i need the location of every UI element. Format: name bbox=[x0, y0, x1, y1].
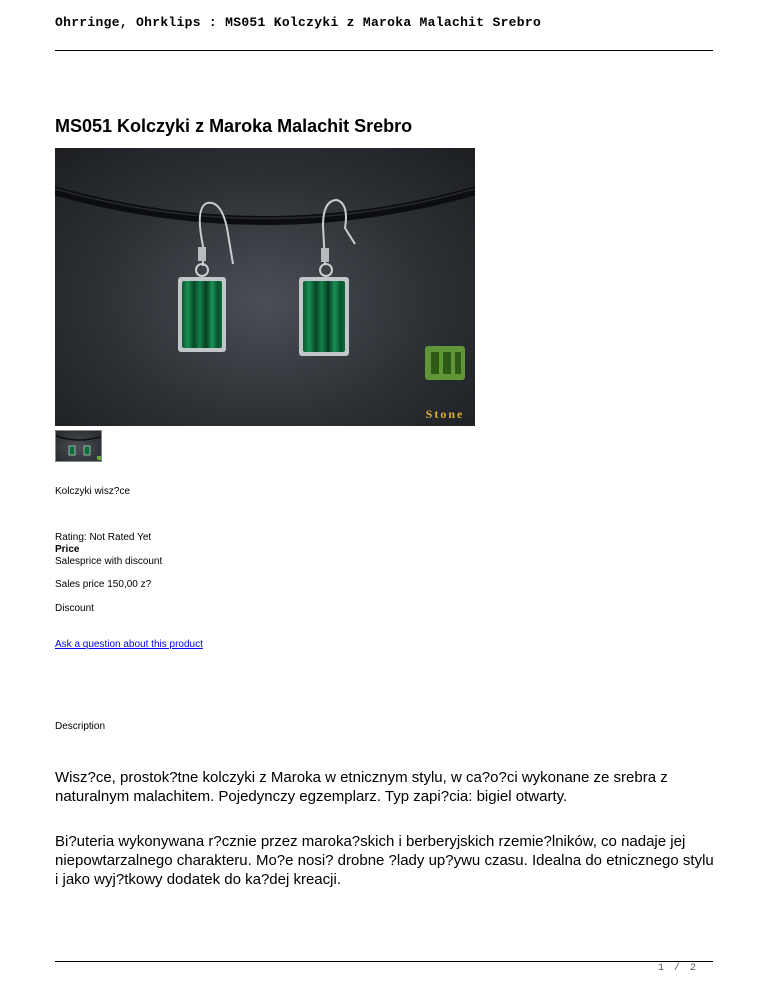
page-header: Ohrringe, Ohrklips : MS051 Kolczyki z Maroka Malachit Srebro bbox=[55, 15, 542, 30]
product-thumbnail[interactable] bbox=[55, 430, 102, 462]
product-title: MS051 Kolczyki z Maroka Malachit Srebro bbox=[55, 116, 413, 136]
description-paragraph-1: Wisz?ce, prostok?tne kolczyki z Maroka w etnicznym stylu, w ca?o?ci wykonane ze srebra z naturalnym malachitem. Pojedynczy egzemplarz. Typ zapi?cia: bigiel otwarty. bbox=[55, 769, 668, 805]
footer-divider bbox=[55, 961, 713, 962]
product-photo-graphic bbox=[55, 148, 475, 426]
salesprice-discount-label: Salesprice with discount bbox=[55, 556, 163, 567]
description-label: Description bbox=[55, 721, 106, 732]
description-paragraph-2: Bi?uteria wykonywana r?cznie przez maroka?skich i berberyjskich rzemie?lników, co nadaje jej niepowtarzalnego charakteru. Mo?e nosi? drobne ?lady up?ywu czasu. Idealna do etnicznego stylu i jako wyj?tkowy dodatek do ka?dej kreacji. bbox=[55, 833, 714, 888]
price-label: Price bbox=[55, 544, 80, 555]
discount-label: Discount bbox=[55, 603, 94, 614]
watermark-logo bbox=[425, 346, 465, 421]
ask-question-link[interactable]: Ask a question about this product bbox=[55, 639, 203, 650]
header-divider bbox=[55, 50, 713, 51]
watermark-text: Stone bbox=[425, 407, 465, 421]
thumbnail-graphic bbox=[56, 431, 102, 462]
page-number: 1 / 2 bbox=[657, 963, 698, 974]
sales-price: Sales price 150,00 z? bbox=[55, 579, 152, 590]
product-image[interactable] bbox=[55, 148, 475, 426]
rating-text: Rating: Not Rated Yet bbox=[55, 532, 152, 543]
product-category: Kolczyki wisz?ce bbox=[55, 486, 131, 497]
